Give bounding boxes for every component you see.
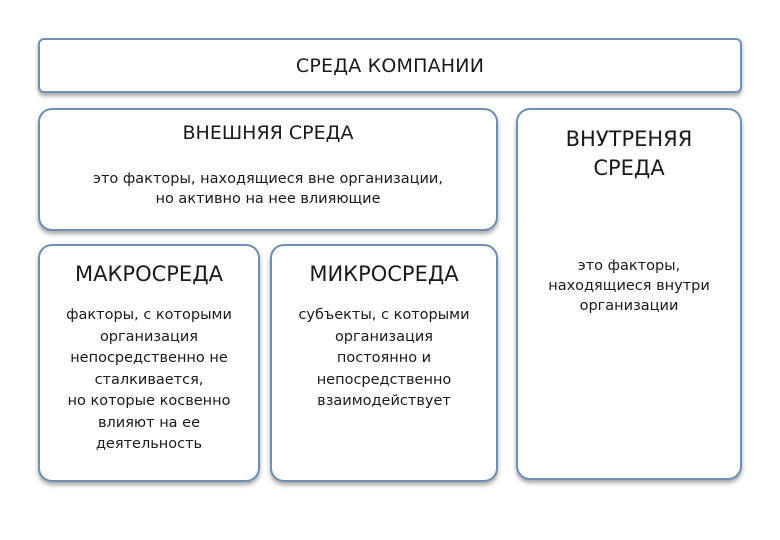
external-description-line: это факторы, находящиеся вне организации, (93, 171, 443, 187)
micro-description-line: взаимодействует (317, 393, 451, 409)
external-environment-box (38, 108, 498, 231)
macro-description-line: но которые косвенно (67, 393, 231, 409)
macro-environment-description (44, 305, 254, 456)
internal-description-line: это факторы, (577, 258, 681, 274)
macro-description-line: сталкивается, (94, 371, 204, 388)
micro-description-line: субъекты, с которыми (298, 307, 470, 323)
micro-description-line: организация (334, 328, 434, 345)
macro-environment-box (38, 244, 260, 482)
external-description-line: но активно на нее влияющие (155, 191, 381, 207)
internal-environment-heading (518, 125, 740, 183)
company-environment-box (38, 38, 742, 93)
internal-description-line: находящиеся внутри (548, 278, 710, 294)
internal-description-line: организации (579, 298, 679, 314)
micro-environment-heading: МИКРОСРЕДА (309, 262, 459, 286)
macro-description-line: факторы, с которыми (66, 307, 232, 323)
internal-heading-line: ВНУТРЕНЯЯ (565, 127, 693, 151)
internal-environment-box (516, 108, 742, 480)
macro-description-line: организация (99, 328, 199, 345)
macro-description-line: непосредственно не (70, 350, 228, 366)
internal-heading-line: СРЕДА (593, 156, 665, 180)
external-environment-heading: ВНЕШНЯЯ СРЕДА (182, 122, 354, 144)
micro-environment-description (276, 305, 492, 413)
micro-environment-box (270, 244, 498, 482)
internal-environment-description (518, 256, 740, 316)
external-environment-description (40, 169, 496, 209)
micro-description-line: постоянно и (336, 350, 432, 366)
macro-description-line: деятельность (95, 436, 203, 452)
micro-description-line: непосредственно (316, 371, 452, 388)
macro-environment-heading: МАКРОСРЕДА (75, 262, 223, 286)
company-environment-title: СРЕДА КОМПАНИИ (295, 54, 485, 77)
macro-description-line: влияют на ее (97, 414, 201, 431)
